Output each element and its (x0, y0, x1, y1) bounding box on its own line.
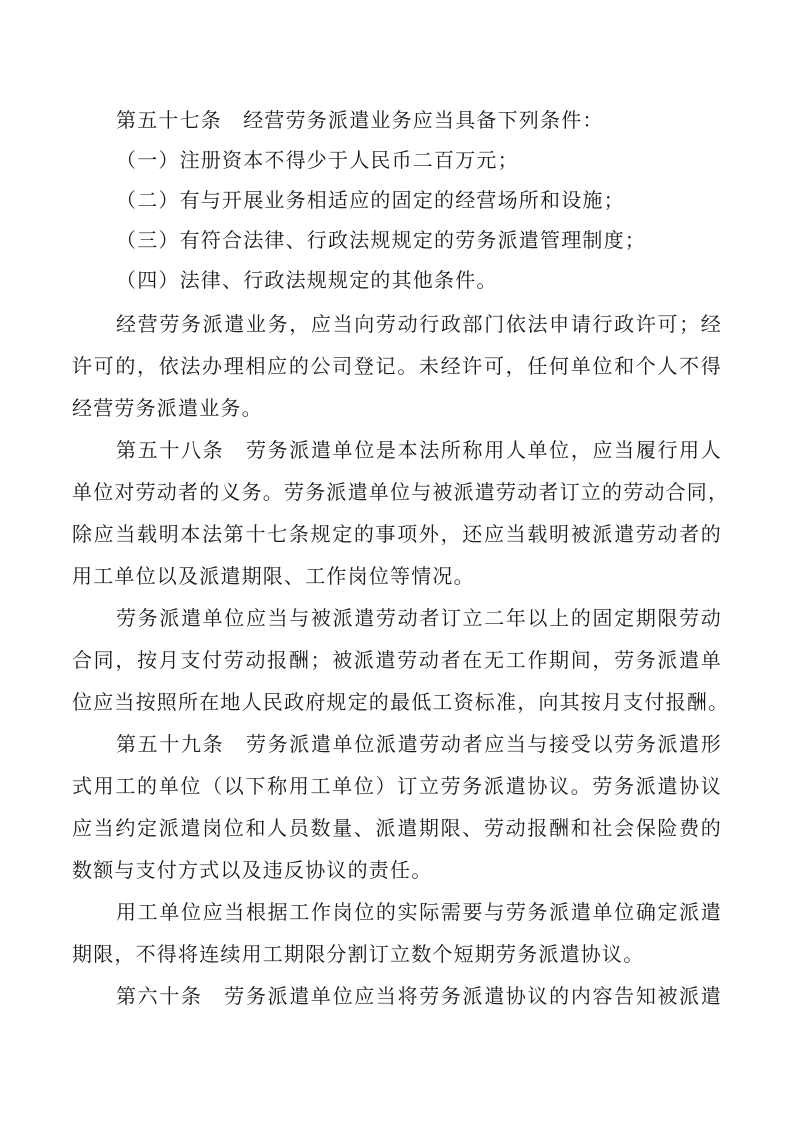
condition-1: （一）注册资本不得少于人民币二百万元； (116, 148, 519, 172)
paragraph-line: 许可的，依法办理相应的公司登记。未经许可，任何单位和个人不得 (72, 354, 722, 378)
paragraph-line: 单位对劳动者的义务。劳务派遣单位与被派遣劳动者订立的劳动合同， (72, 480, 730, 504)
article-58-heading: 第五十八条 劳务派遣单位是本法所称用人单位，应当履行用人 (116, 438, 722, 462)
paragraph-line: 除应当载明本法第十七条规定的事项外，还应当载明被派遣劳动者的 (72, 522, 722, 546)
paragraph-line: 位应当按照所在地人民政府规定的最低工资标准，向其按月支付报酬。 (72, 690, 730, 714)
paragraph-line: 数额与支付方式以及违反协议的责任。 (72, 858, 433, 882)
paragraph-line: 经营劳务派遣业务。 (72, 396, 263, 420)
condition-2: （二）有与开展业务相适应的固定的经营场所和设施； (116, 188, 625, 212)
paragraph-line: 劳务派遣单位应当与被派遣劳动者订立二年以上的固定期限劳动 (116, 606, 722, 630)
paragraph-line: 用工单位应当根据工作岗位的实际需要与劳务派遣单位确定派遣 (116, 900, 722, 924)
article-59-heading: 第五十九条 劳务派遣单位派遣劳动者应当与接受以劳务派遣形 (116, 732, 722, 756)
article-60-heading: 第六十条 劳务派遣单位应当将劳务派遣协议的内容告知被派遣 (116, 984, 722, 1008)
paragraph-line: 合同，按月支付劳动报酬；被派遣劳动者在无工作期间，劳务派遣单 (72, 648, 722, 672)
paragraph-line: 期限，不得将连续用工期限分割订立数个短期劳务派遣协议。 (72, 942, 645, 966)
paragraph-line: 式用工的单位（以下称用工单位）订立劳务派遣协议。劳务派遣协议 (72, 774, 722, 798)
condition-3: （三）有符合法律、行政法规规定的劳务派遣管理制度； (116, 228, 646, 252)
paragraph-line: 经营劳务派遣业务，应当向劳动行政部门依法申请行政许可；经 (116, 312, 722, 336)
paragraph-line: 应当约定派遣岗位和人员数量、派遣期限、劳动报酬和社会保险费的 (72, 816, 722, 840)
paragraph-line: 用工单位以及派遣期限、工作岗位等情况。 (72, 564, 475, 588)
condition-4: （四）法律、行政法规规定的其他条件。 (116, 268, 498, 292)
article-57-heading: 第五十七条 经营劳务派遣业务应当具备下列条件： (116, 108, 604, 132)
